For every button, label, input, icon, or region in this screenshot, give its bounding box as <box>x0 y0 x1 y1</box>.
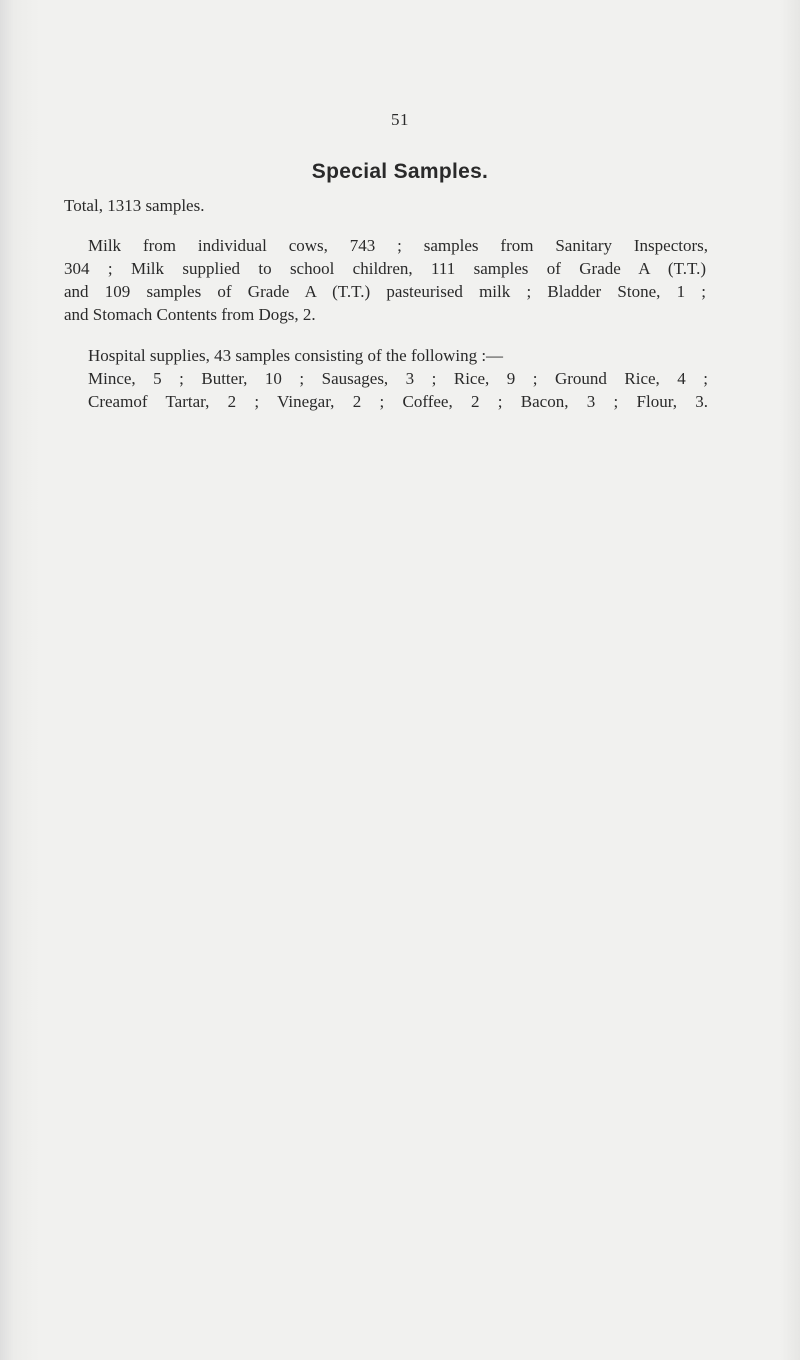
hospital-supplies-line-1: Mince, 5 ; Butter, 10 ; Sausages, 3 ; Rice, 9 ; Ground Rice, 4 ; <box>88 369 708 388</box>
total-samples-line: Total, 1313 samples. <box>64 196 205 215</box>
milk-paragraph-line-4: and Stomach Contents from Dogs, 2. <box>64 305 316 324</box>
milk-paragraph-line-3: and 109 samples of Grade A (T.T.) pasteurised milk ; Bladder Stone, 1 ; <box>64 282 706 301</box>
milk-paragraph-line-2: 304 ; Milk supplied to school children, 111 samples of Grade A (T.T.) <box>64 259 706 278</box>
section-title: Special Samples. <box>311 160 489 183</box>
hospital-supplies-intro: Hospital supplies, 43 samples consisting of the following :— <box>88 346 504 365</box>
hospital-supplies-line-2: Creamof Tartar, 2 ; Vinegar, 2 ; Coffee, 2 ; Bacon, 3 ; Flour, 3. <box>88 392 708 411</box>
milk-paragraph-line-1: Milk from individual cows, 743 ; samples from Sanitary Inspectors, <box>88 236 708 255</box>
page-number: 51 <box>391 110 409 129</box>
